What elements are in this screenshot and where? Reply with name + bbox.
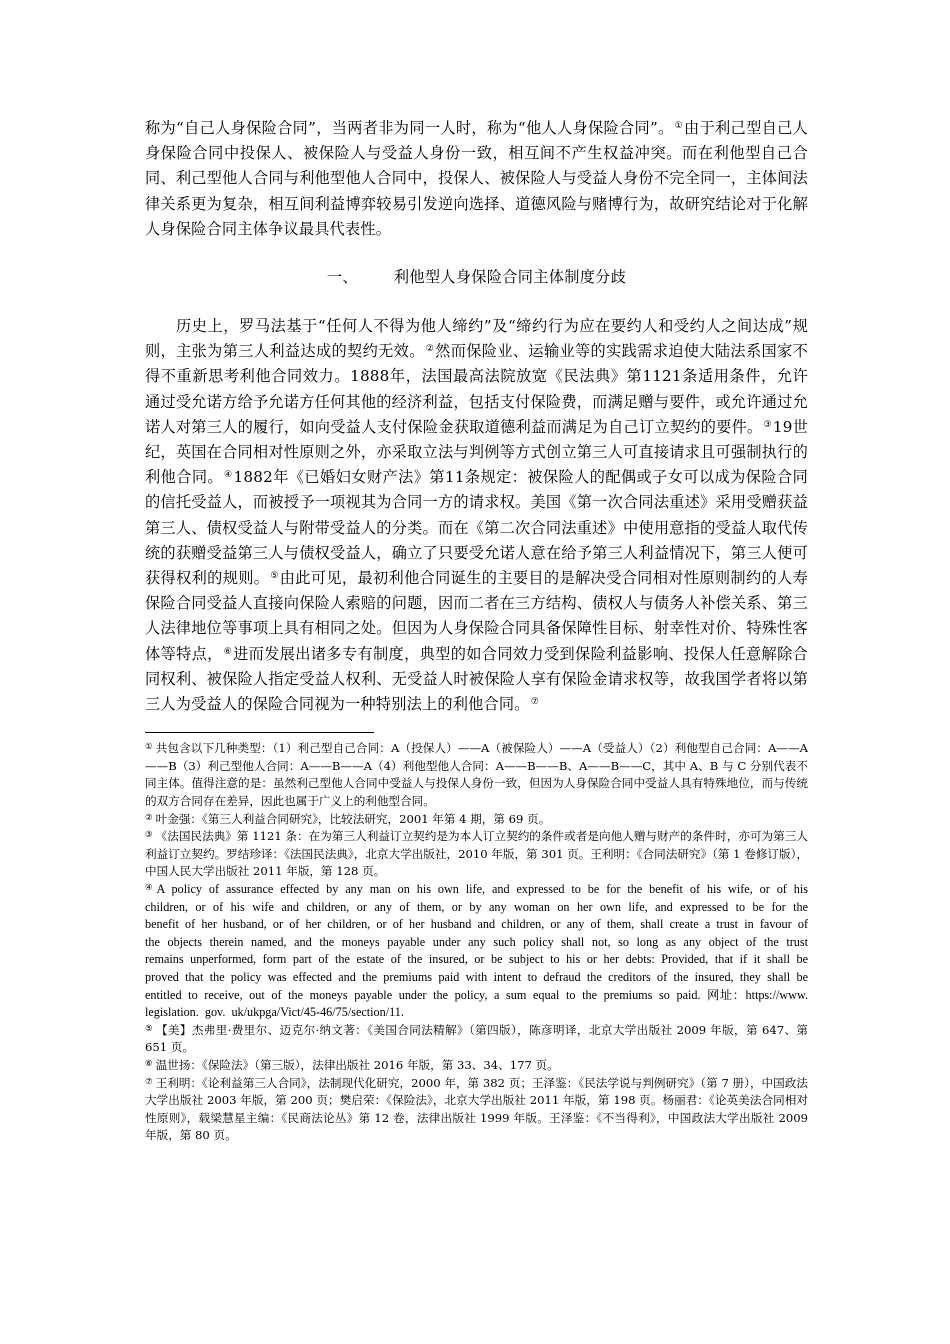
- document-page: [145, 116, 808, 1145]
- footnote-5: [145, 1022, 808, 1057]
- footnote-mark: ⑦: [145, 1076, 153, 1087]
- section-title: 利他型人身保险合同主体制度分歧: [393, 268, 627, 287]
- main-text-s4: 1882年《已婚妇女财产法》第11条规定：被保险人的配偶或子女可以成为保险合同的信托受益人，而被授予一项视其为合同一方的请求权。美国《第一次合同法重述》采用受赠获益第三人、债权受益人与附带受益人的分类。而在《第二次合同法重述》中使用意指的受益人取代传统的获赠受益第三人与债权受益人，确立了只要受允诺人意在给予第三人利益情况下，第三人便可获得权利的规则。: [145, 468, 809, 588]
- footnote-text: 【美】杰弗里·费里尔、迈克尔·纳文著：《美国合同法精解》（第四版），陈彦明译，北京大学出版社 2009 年版，第 647、第 651 页。: [145, 1022, 808, 1055]
- footnote-mark: ⑤: [145, 1023, 153, 1034]
- footnote-mark: ④: [145, 882, 154, 893]
- footnote-ref-5[interactable]: ⑤: [270, 571, 279, 582]
- footnote-ref-7[interactable]: ⑦: [530, 697, 539, 708]
- footnote-text: 温世扬：《保险法》（第三版），法律出版社 2016 年版，第 33、34、177 页。: [155, 1057, 559, 1072]
- footnote-3: [145, 828, 808, 881]
- footnote-mark: ②: [145, 812, 153, 823]
- footnote-separator: [145, 732, 374, 733]
- footnote-ref-2[interactable]: ②: [425, 344, 435, 355]
- main-text-s6: 进而发展出诸多专有制度，典型的如合同效力受到保险利益影响、投保人任意解除合同权利、被保险人指定受益人权利、无受益人时被保险人享有保险金请求权等，故我国学者将以第三人为受益人的保险合同视为一种特别法上的利他合同。: [145, 644, 808, 714]
- footnote-text: 《法国民法典》第 1121 条：在为第三人利益订立契约是为本人订立契约的条件或者是向他人赠与财产的条件时，亦可为第三人利益订立契约。罗结珍译：《法国民法典》，北京大学出版社，2010 年版，第 301 页。王利明：《合同法研究》（第 1 卷修订版），中国人民大学出版社 2011 年版，第 128 页。: [145, 829, 808, 879]
- main-paragraph: [145, 314, 808, 717]
- footnote-2: [145, 811, 808, 829]
- footnote-4: [145, 881, 808, 1022]
- footnote-ref-6[interactable]: ⑥: [223, 646, 233, 657]
- footnote-7: [145, 1075, 808, 1145]
- intro-paragraph: [145, 116, 808, 242]
- footnotes: [145, 740, 808, 1145]
- main-text-s3: 19世纪，英国在合同相对性原则之外，亦采取立法与判例等方式创立第三人可直接请求且可强制执行的利他合同。: [145, 417, 808, 487]
- main-text-s2: 然而保险业、运输业等的实践需求迫使大陆法系国家不得不重新思考利他合同效力。1888年，法国最高法院放宽《民法典》第1121条适用条件，允许通过受允诺方给予允诺方任何其他的经济利益，包括支付保险费，而满足赠与要件，或允许通过允诺人对第三人的履行，如向受益人支付保险金获取道德利益而满足为自己订立契约的要件。: [145, 342, 808, 436]
- intro-text-part1: 称为“自己人身保险合同”，当两者非为同一人时，称为“他人人身保险合同”。: [145, 119, 674, 137]
- footnote-ref-3[interactable]: ③: [763, 419, 772, 430]
- footnote-1: [145, 740, 808, 810]
- footnote-mark: ①: [145, 742, 153, 753]
- footnote-ref-4[interactable]: ④: [224, 470, 233, 481]
- footnote-mark: ③: [145, 830, 153, 841]
- main-text-s5: 由此可见，最初利他合同诞生的主要目的是解决受合同相对性原则制约的人寿保险合同受益人直接向保险人索赔的问题，因而二者在三方结构、债权人与债务人补偿关系、第三人法律地位等事项上具有相同之处。但因为人身保险合同具备保障性目标、射幸性对价、特殊性客体等特点，: [145, 569, 808, 663]
- footnote-mark: ⑥: [145, 1058, 153, 1069]
- footnote-ref-1[interactable]: ①: [674, 121, 684, 131]
- intro-text-part2: 由于利己型自己人身保险合同中投保人、被保险人与受益人身份一致，相互间不产生权益冲突。而在利他型自己合同、利己型他人合同与利他型他人合同中，投保人、被保险人与受益人身份不完全同一，主体间法律关系更为复杂，相互间利益博弈较易引发逆向选择、道德风险与赌博行为，故研究结论对于化解人身保险合同主体争议最具代表性。: [145, 119, 808, 238]
- section-heading: [145, 265, 808, 290]
- footnote-text: A policy of assurance effected by any man on his own life, and expressed to be for the benefit of his wife, or of his children, or of his wife and children, or any of them, or by any woman on her own life, and expressed to be for the benefit of her husband, or of her children, or of her husband and children, or any of them, shall create a trust in favour of the objects therein named, and the moneys payable under any such policy shall not, so long as any object of the trust remains unperformed, form part of the estate of the insured, or be subject to his or her debts: Provided, that if it shall be proved that the policy was effected and the premiums paid with intent to defraud the creditors of the insured, they shall be entitled to receive, out of the moneys payable under the policy, a sum equal to the premiums so paid. 网址：https://www. legislation. gov. uk/ukpga/Vict/45-46/75/section/11.: [145, 882, 808, 1020]
- footnote-text: 共包含以下几种类型：（1）利己型自己合同：A（投保人）——A（被保险人）——A（受益人）（2）利他型自己合同：A——A——B（3）利己型他人合同：A——B——A（4）利他型他人合同：A——B——B、A——B——C，其中 A、B 与 C 分别代表不同主体。值得注意的是：虽然利己型他人合同中受益人与投保人身份一致，但因为人身保险合同中受益人具有特殊地位，而与传统的双方合同存在差异，因此也属于广义上的利他型合同。: [145, 741, 808, 809]
- main-text-s1: 历史上，罗马法基于“任何人不得为他人缔约”及“缔约行为应在要约人和受约人之间达成”规则，主张为第三人利益达成的契约无效。: [145, 317, 808, 361]
- section-number: 一、: [326, 268, 358, 287]
- footnote-text: 叶金强：《第三人利益合同研究》，比较法研究，2001 年第 4 期，第 69 页。: [155, 811, 551, 826]
- footnote-text: 王利明：《论利益第三人合同》，法制现代化研究，2000 年，第 382 页；王泽鉴：《民法学说与判例研究》（第 7 册），中国政法大学出版社 2003 年版，第 200 页；樊启荣：《保险法》，北京大学出版社 2011 年版，第 198 页。杨丽君：《论英美法合同相对性原则》，载梁慧星主编：《民商法论丛》第 12 卷，法律出版社 1999 年版。王泽鉴：《不当得利》，中国政法大学出版社 2009 年版，第 80 页。: [145, 1075, 808, 1143]
- footnote-6: [145, 1057, 808, 1075]
